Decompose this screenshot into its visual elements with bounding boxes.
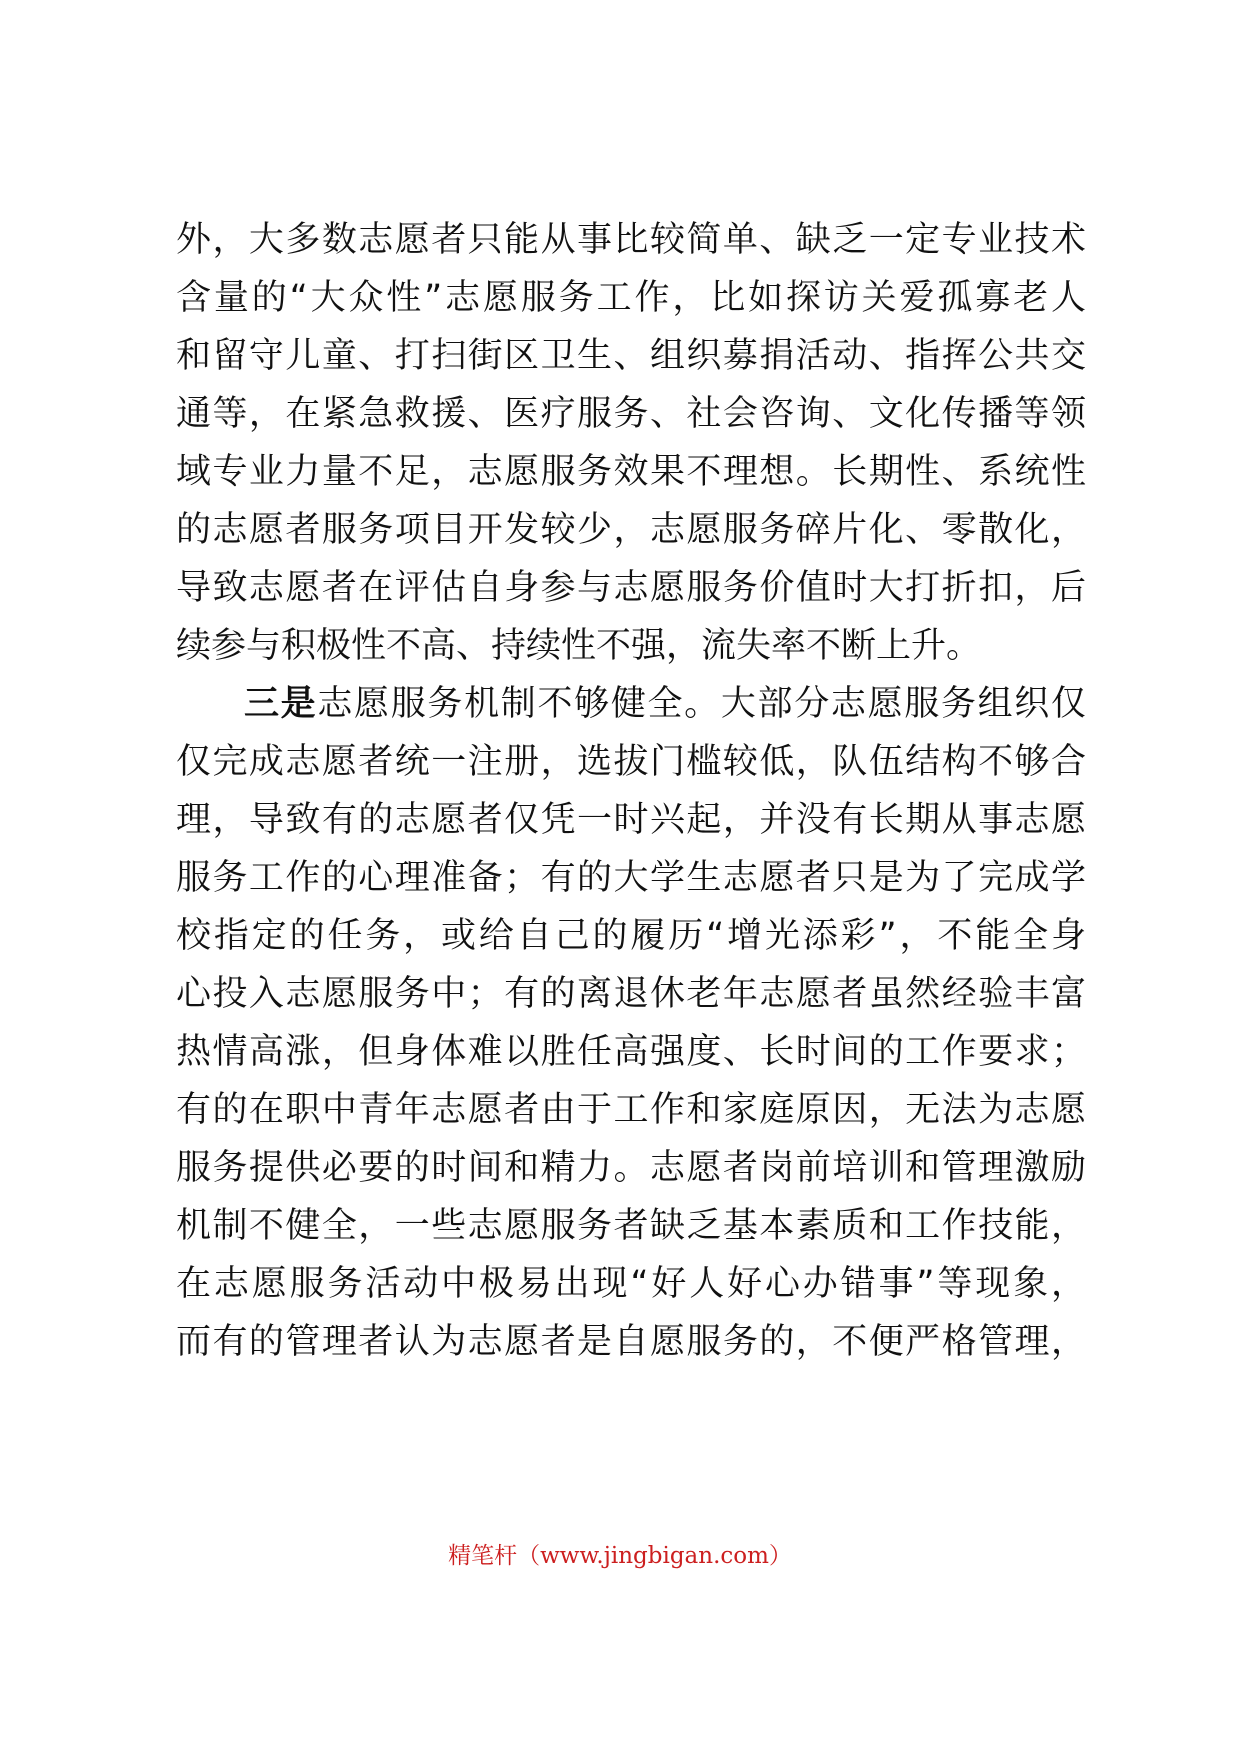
footer-watermark: 精笔杆（www.jingbigan.com） <box>448 1543 792 1569</box>
text-line: 通等，在紧急救援、医疗服务、社会咨询、文化传播等领 <box>176 394 1086 434</box>
text-line: 在志愿服务活动中极易出现“好人好心办错事”等现象， <box>176 1264 1086 1304</box>
text-line: 机制不健全，一些志愿服务者缺乏基本素质和工作技能， <box>176 1206 1086 1246</box>
text-line: 理，导致有的志愿者仅凭一时兴起，并没有长期从事志愿 <box>176 800 1086 840</box>
paragraph-lead: 三是 <box>244 684 318 724</box>
text-line: 含量的“大众性”志愿服务工作，比如探访关爱孤寡老人 <box>176 278 1086 318</box>
text-line: 的志愿者服务项目开发较少，志愿服务碎片化、零散化， <box>176 510 1086 550</box>
text-line: 服务提供必要的时间和精力。志愿者岗前培训和管理激励 <box>176 1148 1086 1188</box>
text-line: 外，大多数志愿者只能从事比较简单、缺乏一定专业技术 <box>176 220 1086 260</box>
text-line: 和留守儿童、打扫街区卫生、组织募捐活动、指挥公共交 <box>176 336 1086 376</box>
text-line: 域专业力量不足，志愿服务效果不理想。长期性、系统性 <box>176 452 1086 492</box>
text-line: 续参与积极性不高、持续性不强，流失率不断上升。 <box>176 626 982 666</box>
text-line: 有的在职中青年志愿者由于工作和家庭原因，无法为志愿 <box>176 1090 1086 1130</box>
text-line: 热情高涨，但身体难以胜任高强度、长时间的工作要求； <box>176 1032 1086 1072</box>
text-line: 服务工作的心理准备；有的大学生志愿者只是为了完成学 <box>176 858 1086 898</box>
text-line: 校指定的任务，或给自己的履历“增光添彩”，不能全身 <box>176 916 1086 956</box>
text-line: 导致志愿者在评估自身参与志愿服务价值时大打折扣，后 <box>176 568 1086 608</box>
paragraph-first-line <box>244 672 1086 736</box>
text-line: 仅完成志愿者统一注册，选拔门槛较低，队伍结构不够合 <box>176 742 1086 782</box>
text-line: 而有的管理者认为志愿者是自愿服务的，不便严格管理， <box>176 1322 1086 1362</box>
text-line: 心投入志愿服务中；有的离退休老年志愿者虽然经验丰富 <box>176 974 1086 1014</box>
paragraph-first-text: 志愿服务机制不够健全。大部分志愿服务组织仅 <box>317 684 1086 724</box>
